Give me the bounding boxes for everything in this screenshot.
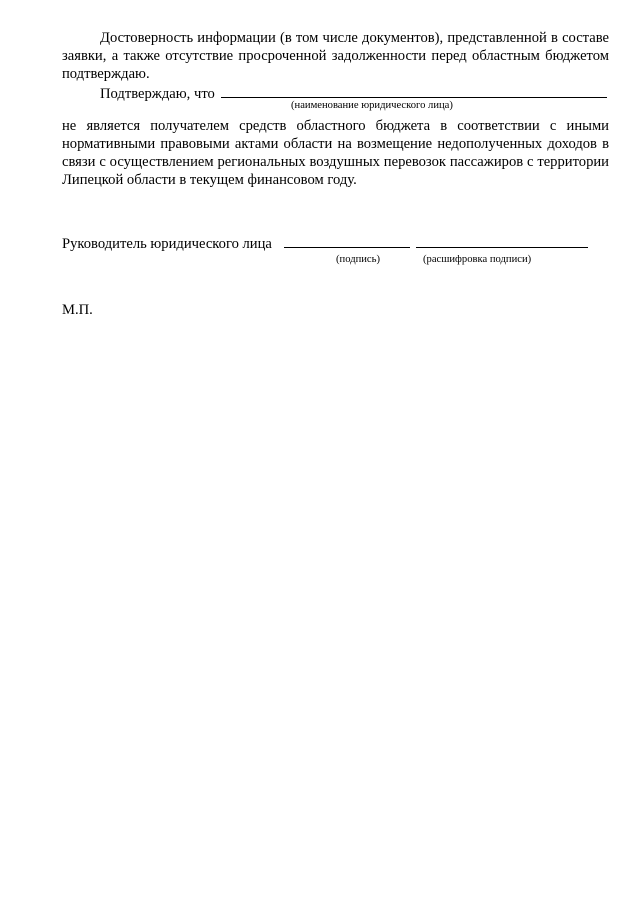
legal-entity-blank-line bbox=[221, 97, 607, 98]
seal-place-label: М.П. bbox=[62, 302, 93, 318]
paragraph-not-recipient: не является получателем средств областного бюджета в соответствии с иными нормативными правовыми актами области на возмещение недополученных доходов в связи с осуществлением региональных воздушных перевозок пассажиров с территории Липецкой области в текущем финансовом году. bbox=[62, 118, 609, 188]
confirm-prefix: Подтверждаю, что bbox=[100, 86, 215, 102]
signature-blank-line bbox=[284, 247, 410, 248]
caption-legal-entity: (наименование юридического лица) bbox=[291, 100, 453, 111]
caption-signature: (подпись) bbox=[336, 254, 380, 265]
signature-decoding-blank-line bbox=[416, 247, 588, 248]
head-of-entity-label: Руководитель юридического лица bbox=[62, 236, 272, 252]
caption-signature-decoding: (расшифровка подписи) bbox=[423, 254, 532, 265]
paragraph-reliability: Достоверность информации (в том числе документов), представленной в составе заявки, а также отсутствие просроченной задолженности перед областным бюджетом подтверждаю. bbox=[62, 30, 609, 82]
